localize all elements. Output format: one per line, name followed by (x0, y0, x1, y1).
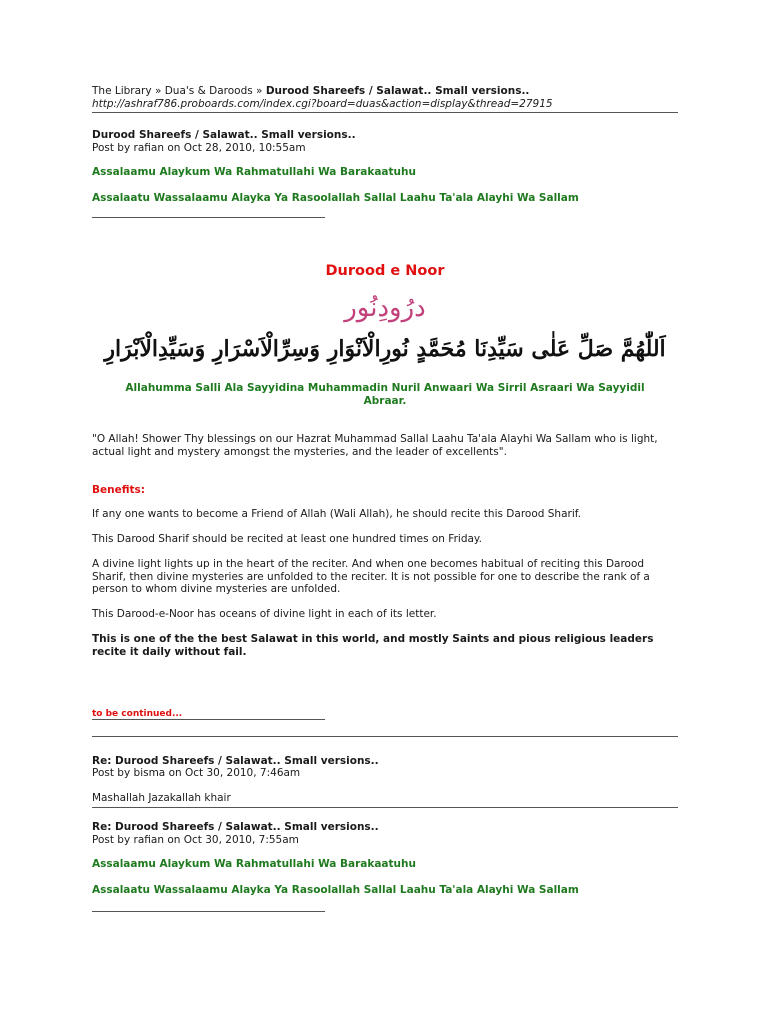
breadcrumb-duas-link[interactable]: Dua's & Daroods (164, 85, 253, 97)
post-divider (92, 736, 678, 737)
source-url-link[interactable]: http://ashraf786.proboards.com/index.cgi?board=duas&action=display&thread=27915 (92, 98, 553, 110)
breadcrumb-current: Durood Shareefs / Salawat.. Small versions.. (265, 85, 530, 97)
breadcrumb-library-link[interactable]: The Library (92, 85, 152, 97)
benefits-label: Benefits: (92, 484, 145, 496)
benefit-text: If any one wants to become a Friend of Allah (Wali Allah), he should recite this Darood Sharif. (92, 508, 582, 520)
arabic-durood-text: اَللّٰهُمَّ صَلِّ عَلٰی سَیِّدِنَا مُحَمَّدٍ نُورِالْاَنْوَارِ وَسِرِّالْاَسْرَارِ وَسَیِّدِالْاَبْرَارِ (104, 336, 666, 362)
signature-divider (92, 911, 325, 912)
divider (92, 112, 678, 113)
signature-divider (92, 719, 325, 720)
post-meta: Post by bisma on Oct 30, 2010, 7:46am (92, 767, 301, 779)
durood-heading: Durood e Noor (325, 263, 445, 279)
post-title: Durood Shareefs / Salawat.. Small versions.. (92, 129, 356, 141)
greeting-salawat: Assalaatu Wassalaamu Alayka Ya Rasoolallah Sallal Laahu Ta'ala Alayhi Wa Sallam (92, 192, 579, 204)
breadcrumb-separator: » (154, 85, 162, 97)
urdu-calligraphy-title: درُودِنُور (344, 293, 426, 323)
greeting-salaam: Assalaamu Alaykum Wa Rahmatullahi Wa Barakaatuhu (92, 166, 416, 178)
post-body: Mashallah Jazakallah khair (92, 792, 231, 804)
post-title: Re: Durood Shareefs / Salawat.. Small versions.. (92, 821, 379, 833)
to-be-continued: to be continued... (92, 709, 183, 719)
benefit-text: A divine light lights up in the heart of the reciter. And when one becomes habitual of reciting this Darood Sharif, then divine mysteries are unfolded to the reciter. It is not possible for one to describe the rank of a person to whom divine mysteries are unfolded. (92, 558, 650, 595)
signature-divider (92, 217, 325, 218)
post-meta: Post by rafian on Oct 30, 2010, 7:55am (92, 834, 299, 846)
greeting-salawat: Assalaatu Wassalaamu Alayka Ya Rasoolallah Sallal Laahu Ta'ala Alayhi Wa Sallam (92, 884, 579, 896)
emphasis-text: This is one of the the best Salawat in this world, and mostly Saints and pious religious leaders recite it daily without fail. (92, 633, 654, 658)
translation-text: "O Allah! Shower Thy blessings on our Hazrat Muhammad Sallal Laahu Ta'ala Alayhi Wa Sallam who is light, actual light and mystery amongst the mysteries, and the leader of excellents". (92, 433, 658, 458)
post-meta: Post by rafian on Oct 28, 2010, 10:55am (92, 142, 306, 154)
post-title: Re: Durood Shareefs / Salawat.. Small versions.. (92, 755, 379, 767)
benefit-text: This Darood Sharif should be recited at least one hundred times on Friday. (92, 533, 482, 545)
breadcrumb-separator: » (256, 85, 263, 97)
transliteration: Allahumma Salli Ala Sayyidina Muhammadin Nuril Anwaari Wa Sirril Asraari Wa Sayyidil Abraar. (125, 382, 645, 407)
post-divider (92, 807, 678, 808)
breadcrumb (92, 85, 529, 97)
greeting-salaam: Assalaamu Alaykum Wa Rahmatullahi Wa Barakaatuhu (92, 858, 416, 870)
benefit-text: This Darood-e-Noor has oceans of divine light in each of its letter. (92, 608, 437, 620)
